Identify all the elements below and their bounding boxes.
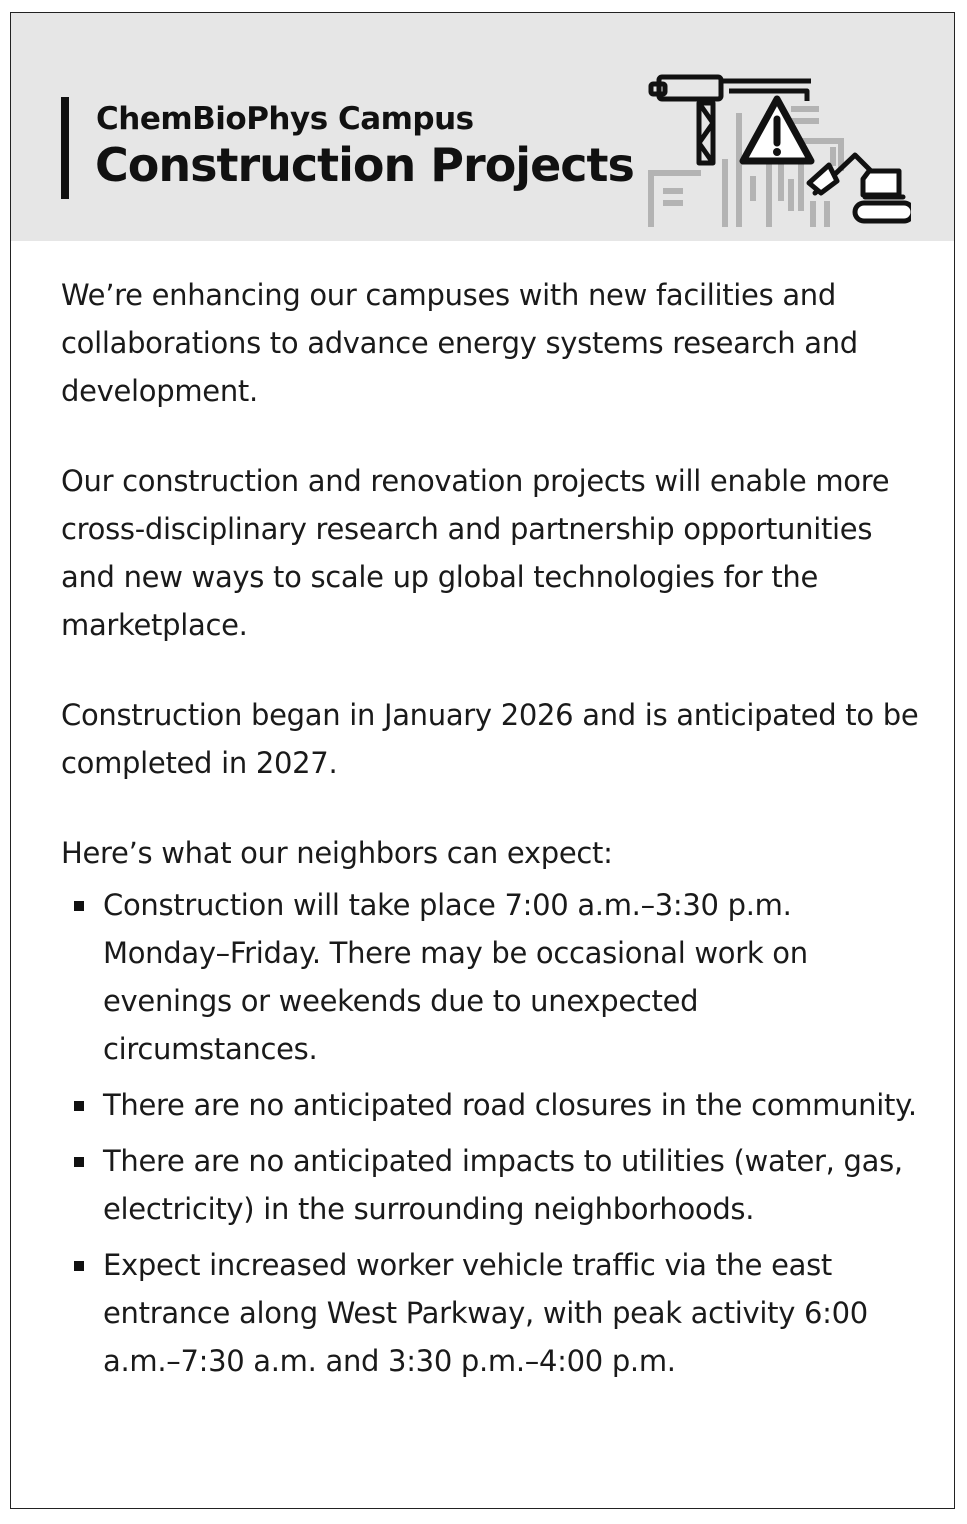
header-banner [11,13,954,241]
list-item [61,881,921,1073]
list-item [61,1081,921,1129]
paragraph-projects: Our construction and renovation projects will enable more cross-disciplinary research and partnership opportunities and new ways to scale up global technologies for the marketplace. [61,464,890,642]
construction-warning-illustration-icon [641,51,911,229]
list-item-text: There are no anticipated impacts to utilities (water, gas, electricity) in the surrounding neighborhoods. [103,1144,903,1226]
bullet-square-icon [74,1261,84,1271]
bullet-square-icon [74,901,84,911]
paragraph-timeline: Construction began in January 2026 and is anticipated to be completed in 2027. [61,698,919,780]
expectations-list [61,881,921,1385]
list-item-text: Construction will take place 7:00 a.m.–3:30 p.m. Monday–Friday. There may be occasional work on evenings or weekends due to unexpected circumstances. [103,888,808,1066]
list-item-text: There are no anticipated road closures in the community. [103,1088,917,1122]
bullet-square-icon [74,1101,84,1111]
list-item [61,1137,921,1233]
notice-card [10,12,955,1509]
bullet-square-icon [74,1157,84,1167]
list-item-text: Expect increased worker vehicle traffic via the east entrance along West Parkway, with peak activity 6:00 a.m.–7:30 a.m. and 3:30 p.m.–4:00 p.m. [103,1248,868,1378]
accent-bar [61,97,69,199]
page-title: Construction Projects [95,138,634,192]
content-body [61,271,921,1393]
campus-subtitle: ChemBioPhys Campus [96,101,474,137]
paragraph-intro: We’re enhancing our campuses with new facilities and collaborations to advance energy systems research and development. [61,278,858,408]
expectations-intro: Here’s what our neighbors can expect: [61,836,613,870]
list-item [61,1241,921,1385]
